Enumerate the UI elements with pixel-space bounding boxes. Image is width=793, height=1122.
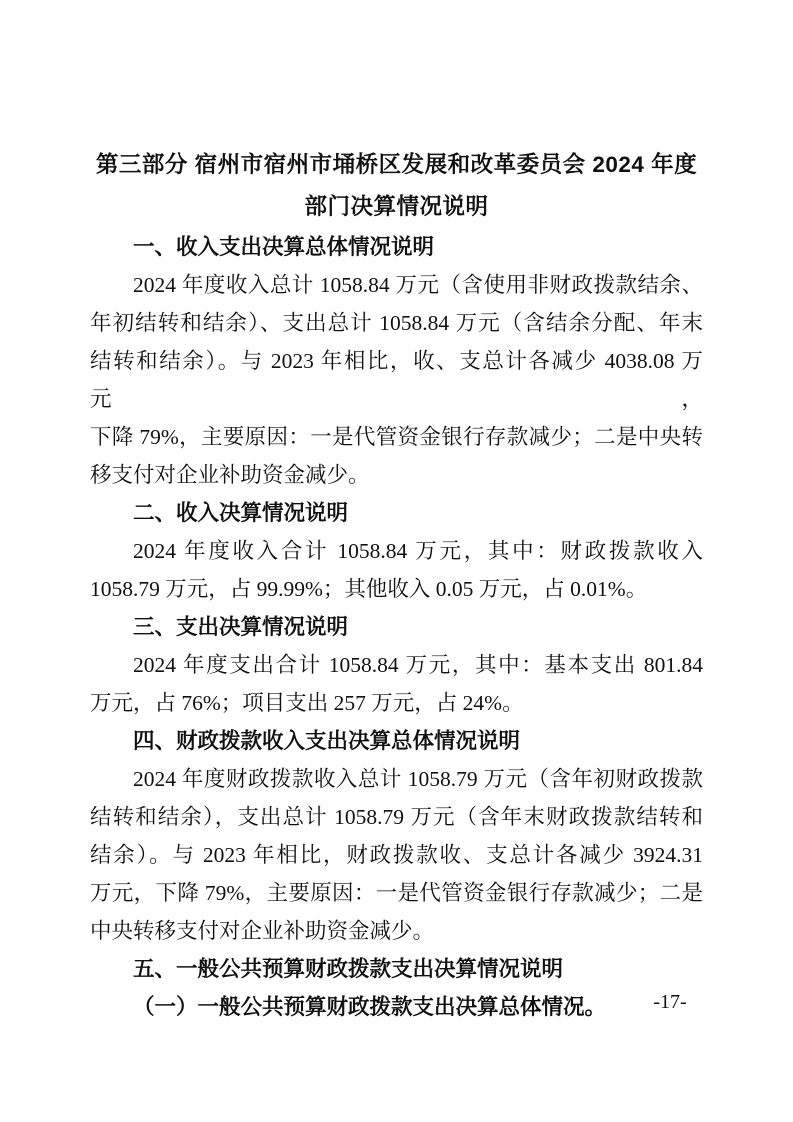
paragraph-line: 年初结转和结余）、支出总计 1058.84 万元（含结余分配、年末 <box>90 311 703 335</box>
document-title-line-1: 第三部分 宿州市宿州市埇桥区发展和改革委员会 2024 年度 <box>95 152 698 177</box>
section-heading-income-expenditure-overview: 一、收入支出决算总体情况说明 <box>133 235 435 259</box>
paragraph-line: 下降 79%，主要原因：一是代管资金银行存款减少；二是中央转 <box>90 425 703 449</box>
paragraph-line: 2024 年度收入总计 1058.84 万元（含使用非财政拨款结余、 <box>133 273 703 297</box>
paragraph-line: 2024 年度财政拨款收入总计 1058.79 万元（含年初财政拨款 <box>133 767 703 791</box>
page-number: -17- <box>653 991 687 1013</box>
section-heading-general-public-budget-expenditure: 五、一般公共预算财政拨款支出决算情况说明 <box>133 957 564 981</box>
paragraph-line: 移支付对企业补助资金减少。 <box>90 463 370 487</box>
paragraph-line: 万元，下降 79%，主要原因：一是代管资金银行存款减少；二是 <box>90 881 703 905</box>
subsection-heading-general-public-budget-overall: （一）一般公共预算财政拨款支出决算总体情况。 <box>133 995 607 1019</box>
document-title <box>90 144 703 228</box>
paragraph-fiscal-appropriation-overview <box>90 760 703 950</box>
paragraph-line: 万元，占 76%；项目支出 257 万元，占 24%。 <box>90 691 524 715</box>
paragraph-income-statement <box>90 532 703 608</box>
paragraph-line: 结余）。与 2023 年相比，财政拨款收、支总计各减少 3924.31 <box>90 843 703 867</box>
paragraph-expenditure-statement <box>90 646 703 722</box>
paragraph-income-expenditure-overview <box>90 266 703 494</box>
section-heading-income-statement: 二、收入决算情况说明 <box>133 501 349 525</box>
document-title-line-2: 部门决算情况说明 <box>304 194 489 219</box>
paragraph-line: 中央转移支付对企业补助资金减少。 <box>90 919 435 943</box>
paragraph-line: 2024 年度支出合计 1058.84 万元，其中：基本支出 801.84 <box>133 653 703 677</box>
section-heading-fiscal-appropriation-overview: 四、财政拨款收入支出决算总体情况说明 <box>133 729 521 753</box>
document-content <box>90 144 703 1026</box>
paragraph-line: 结转和结余），支出总计 1058.79 万元（含年末财政拨款结转和 <box>90 805 703 829</box>
section-heading-expenditure-statement: 三、支出决算情况说明 <box>133 615 349 639</box>
paragraph-line: 结转和结余）。与 2023 年相比，收、支总计各减少 4038.08 万元， <box>90 349 703 411</box>
paragraph-line: 2024 年度收入合计 1058.84 万元，其中：财政拨款收入 <box>133 539 703 563</box>
paragraph-line: 1058.79 万元，占 99.99%；其他收入 0.05 万元，占 0.01%。 <box>90 577 648 601</box>
